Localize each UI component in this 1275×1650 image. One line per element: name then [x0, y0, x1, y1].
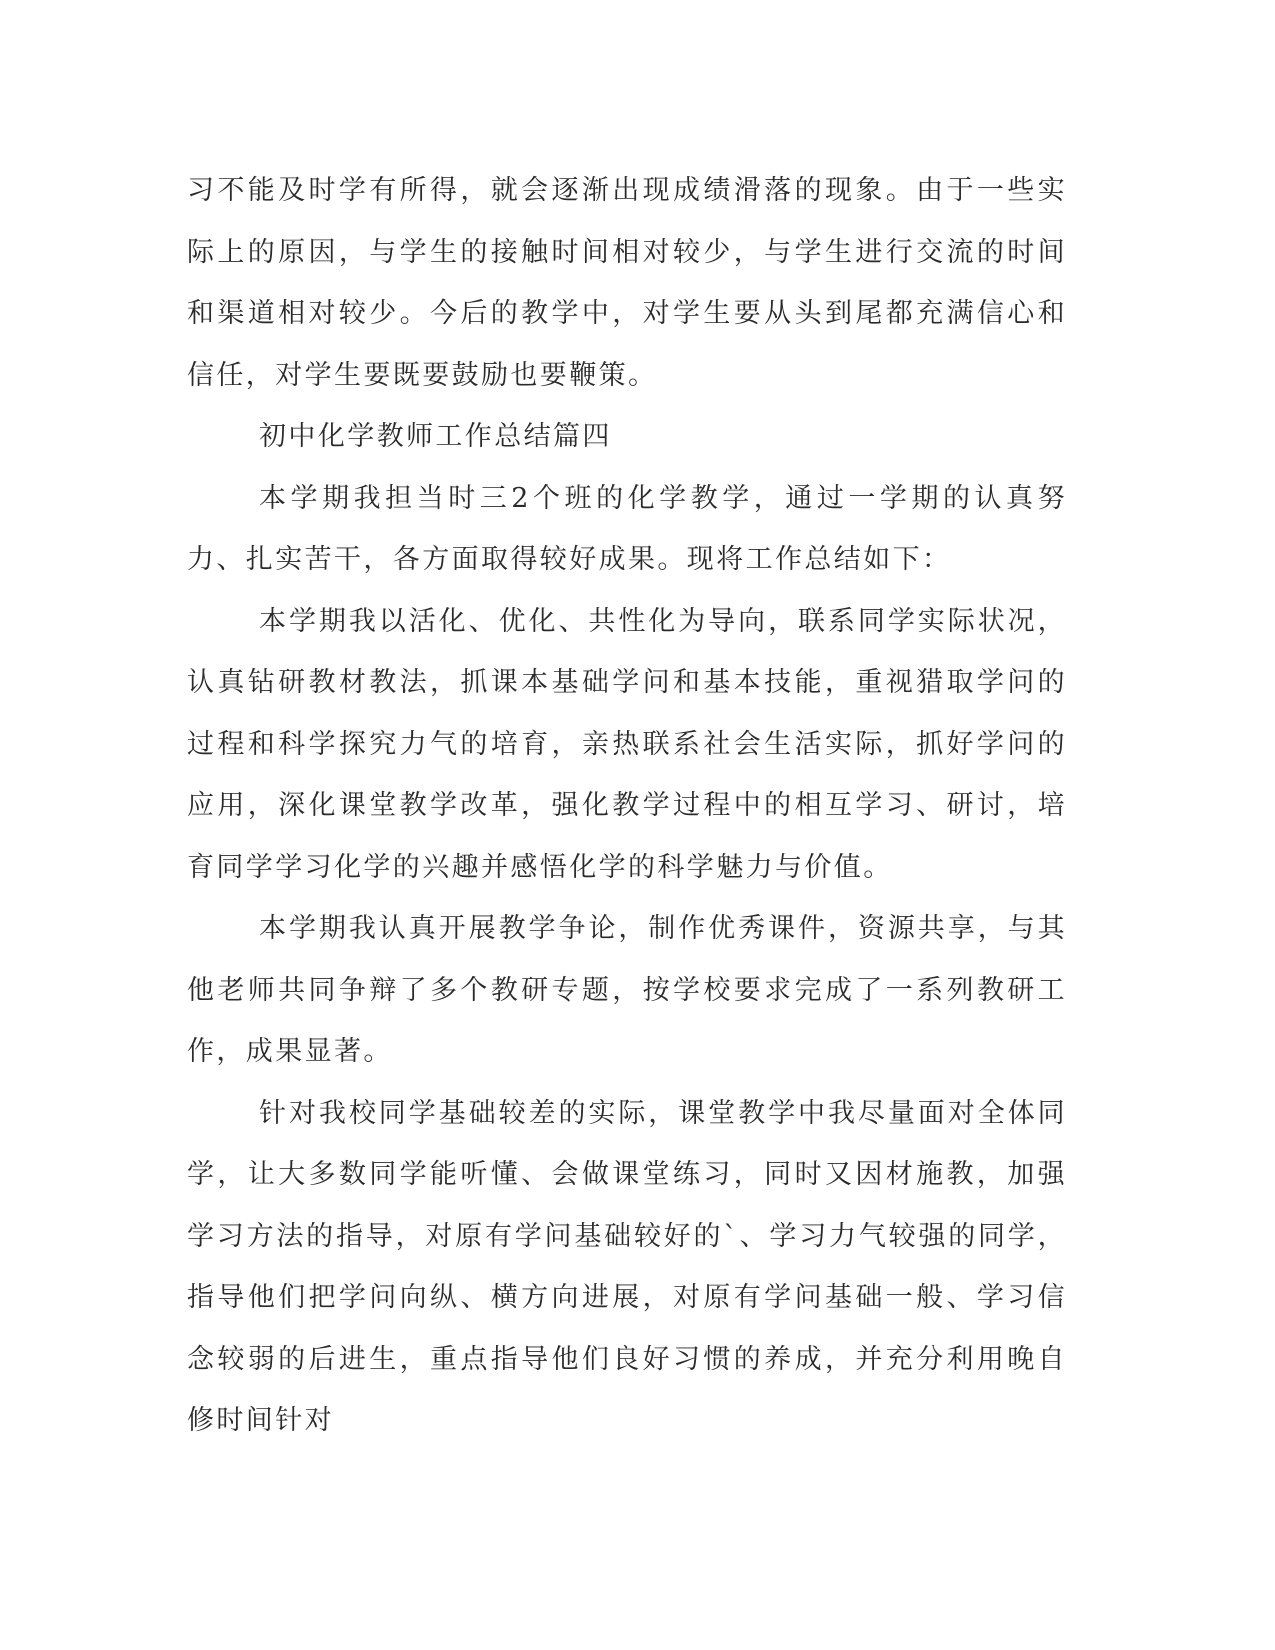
paragraph-teaching-approach: 本学期我以活化、优化、共性化为导向，联系同学实际状况，认真钻研教材教法，抓课本基础学问和基本技能，重视猎取学问的过程和科学探究力气的培育，亲热联系社会生活实际，抓好学问的应用，深化课堂教学改革，强化教学过程中的相互学习、研讨，培育同学学习化学的兴趣并感悟化学的科学魅力与价值。: [187, 605, 1067, 883]
paragraph-intro: 本学期我担当时三2个班的化学教学，通过一学期的认真努力、扎实苦干，各方面取得较好成果。现将工作总结如下：: [187, 482, 1067, 575]
paragraph-continuation: 习不能及时学有所得，就会逐渐出现成绩滑落的现象。由于一些实际上的原因，与学生的接触时间相对较少，与学生进行交流的时间和渠道相对较少。今后的教学中，对学生要从头到尾都充满信心和信任，对学生要既要鼓励也要鞭策。: [187, 175, 1067, 391]
document-body: [187, 160, 1067, 1452]
paragraph-differentiated-teaching: 针对我校同学基础较差的实际，课堂教学中我尽量面对全体同学，让大多数同学能听懂、会做课堂练习，同时又因材施教，加强学习方法的指导，对原有学问基础较好的`、学习力气较强的同学，指导他们把学问向纵、横方向进展，对原有学问基础一般、学习信念较弱的后进生，重点指导他们良好习惯的养成，并充分利用晚自修时间针对: [187, 1097, 1067, 1436]
paragraph-teaching-research: 本学期我认真开展教学争论，制作优秀课件，资源共享，与其他老师共同争辩了多个教研专题，按学校要求完成了一系列教研工作，成果显著。: [187, 913, 1067, 1067]
section-heading: 初中化学教师工作总结篇四: [259, 421, 612, 452]
